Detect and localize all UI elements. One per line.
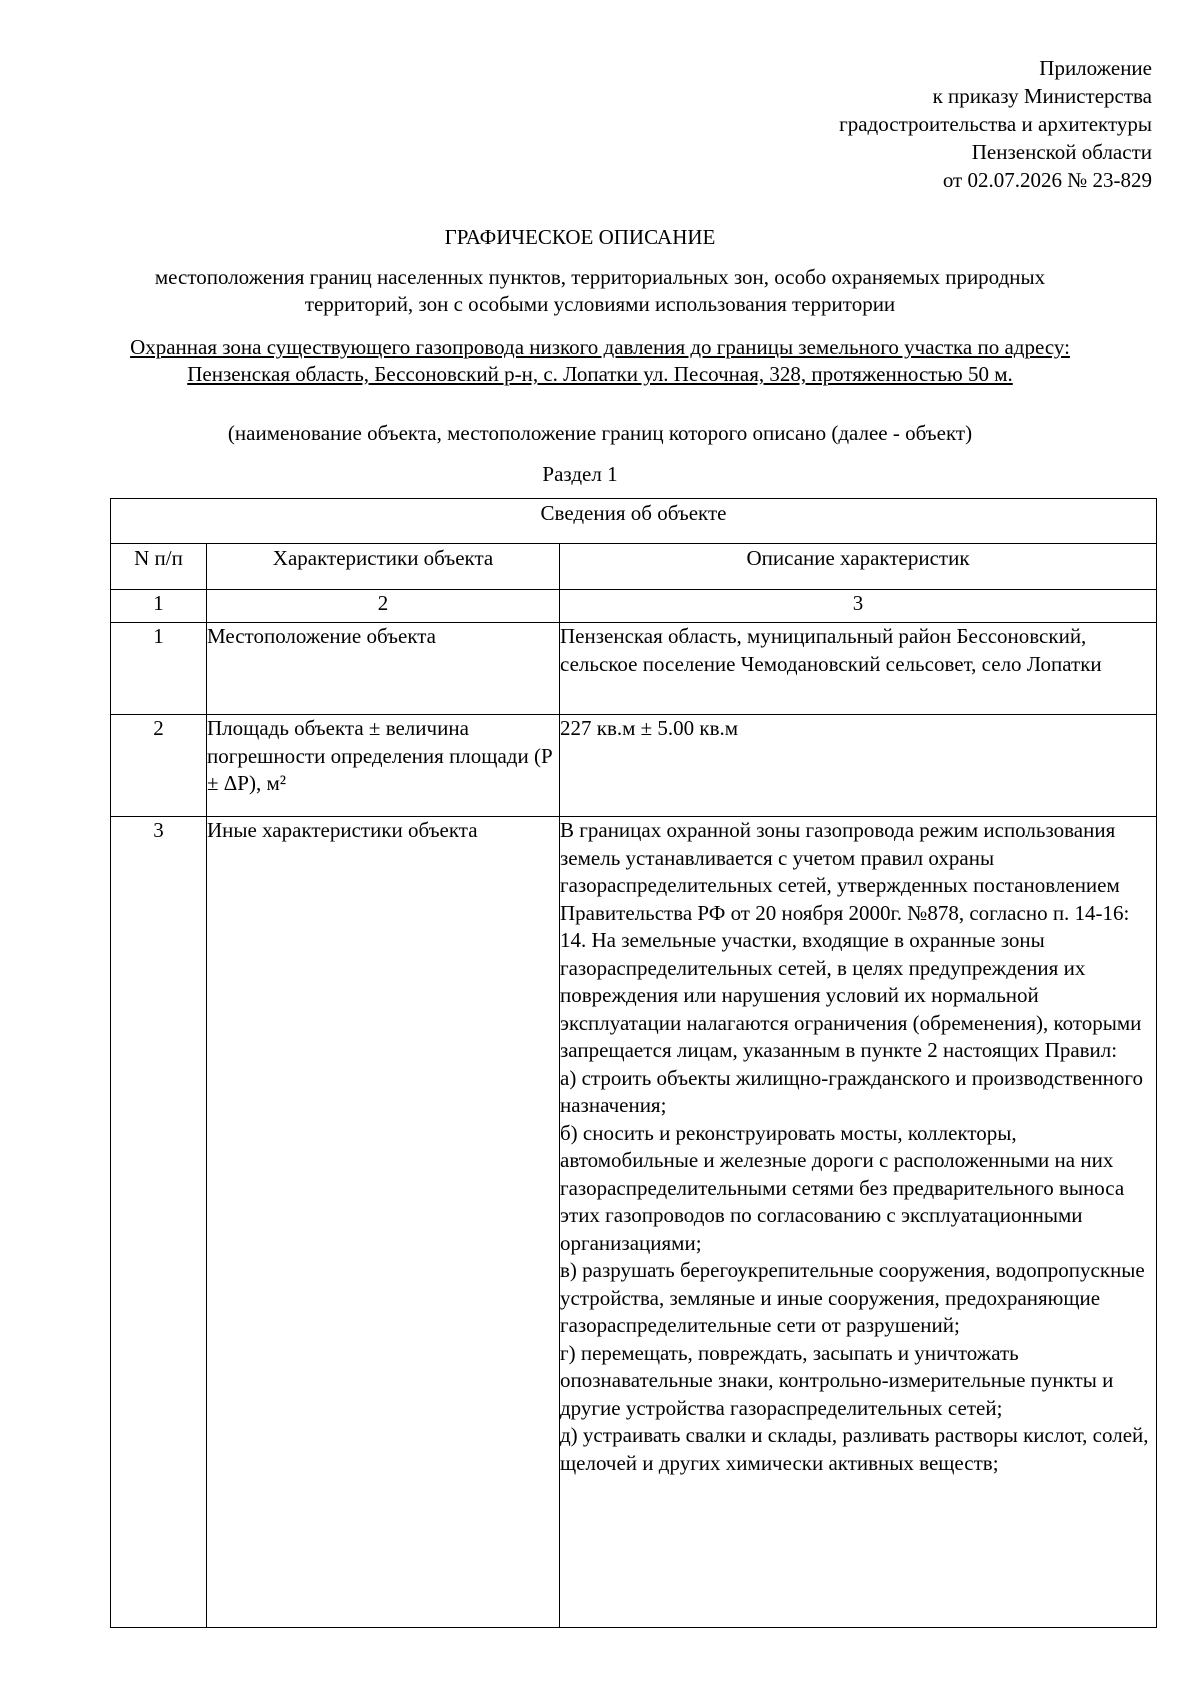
appendix-line: к приказу Министерства <box>932 84 1152 108</box>
value-paragraph: г) перемещать, повреждать, засыпать и уничтожать опознавательные знаки, контрольно-измерительные пункты и другие устройства газораспределительных сетей; <box>560 1340 1114 1420</box>
table-caption-row <box>111 499 1157 544</box>
characteristic-value: Пензенская область, муниципальный район Бессоновский, сельское поселение Чемодановский сельсовет, село Лопатки <box>560 623 1157 715</box>
section-label: Раздел 1 <box>542 462 618 486</box>
appendix-line: Приложение <box>1039 56 1152 80</box>
table-row <box>111 817 1157 1628</box>
appendix-line: градостроительства и архитектуры <box>839 112 1152 136</box>
column-number-row <box>111 590 1157 623</box>
document-title: ГРАФИЧЕСКОЕ ОПИСАНИЕ <box>444 225 716 249</box>
column-number: 3 <box>560 590 1157 623</box>
value-paragraph: В границах охранной зоны газопровода режим использования земель устанавливается с учетом правил охраны газораспределительных сетей, утвержденных постановлением Правительства РФ от 20 ноября 2000г. №878, согласно п. 14-16: <box>560 818 1130 925</box>
column-number: 1 <box>111 590 207 623</box>
column-header: N п/п <box>111 544 207 590</box>
appendix-order-date: от 02.07.2026 № 23-829 <box>942 168 1152 192</box>
appendix-block <box>839 54 1152 194</box>
row-number: 3 <box>111 817 207 1628</box>
object-name-hint: (наименование объекта, местоположение границ которого описано (далее - объект) <box>227 421 973 445</box>
column-header: Описание характеристик <box>560 544 1157 590</box>
table-row <box>111 715 1157 817</box>
characteristic-value: 227 кв.м ± 5.00 кв.м <box>560 715 1157 817</box>
row-number: 2 <box>111 715 207 817</box>
table-caption: Сведения об объекте <box>111 499 1157 544</box>
column-header: Характеристики объекта <box>207 544 560 590</box>
object-info-table <box>110 498 1157 1628</box>
characteristic-name: Местоположение объекта <box>207 623 560 715</box>
value-paragraph: в) разрушать берегоукрепительные сооружения, водопропускные устройства, земляные и иные сооружения, предохраняющие газораспределительные сети от разрушений; <box>560 1258 1145 1337</box>
value-paragraph: д) устраивать свалки и склады, разливать растворы кислот, солей, щелочей и других химически активных веществ; <box>560 1423 1149 1475</box>
row-number: 1 <box>111 623 207 715</box>
appendix-line: Пензенской области <box>971 140 1152 164</box>
object-name: Охранная зона существующего газопровода низкого давления до границы земельного участка по адресу: Пензенская область, Бессоновский р-н, с. Лопатки ул. Песочная, 328, протяженностью 50 м. <box>130 335 1070 386</box>
characteristic-name: Иные характеристики объекта <box>207 817 560 1628</box>
table-row <box>111 623 1157 715</box>
value-paragraph: б) сносить и реконструировать мосты, коллекторы, автомобильные и железные дороги с расположенными на них газораспределительными сетями без предварительного выноса этих газопроводов по согласованию с эксплуатационными организациями; <box>560 1120 1125 1255</box>
characteristic-name: Площадь объекта ± величина погрешности определения площади (P ± ΔP), м² <box>207 715 560 817</box>
characteristic-value <box>560 817 1157 1628</box>
document-subtitle: местоположения границ населенных пунктов, территориальных зон, особо охраняемых природных территорий, зон с особыми условиями использования территории <box>154 265 1046 316</box>
column-number: 2 <box>207 590 560 623</box>
value-paragraph: а) строить объекты жилищно-гражданского и производственного назначения; <box>560 1065 1144 1117</box>
value-paragraph: 14. На земельные участки, входящие в охранные зоны газораспределительных сетей, в целях предупреждения их повреждения или нарушения условий их нормальной эксплуатации налагаются ограничения (обременения), которыми запрещается лицам, указанным в пункте 2 настоящих Правил: <box>560 928 1142 1062</box>
table-header-row <box>111 544 1157 590</box>
